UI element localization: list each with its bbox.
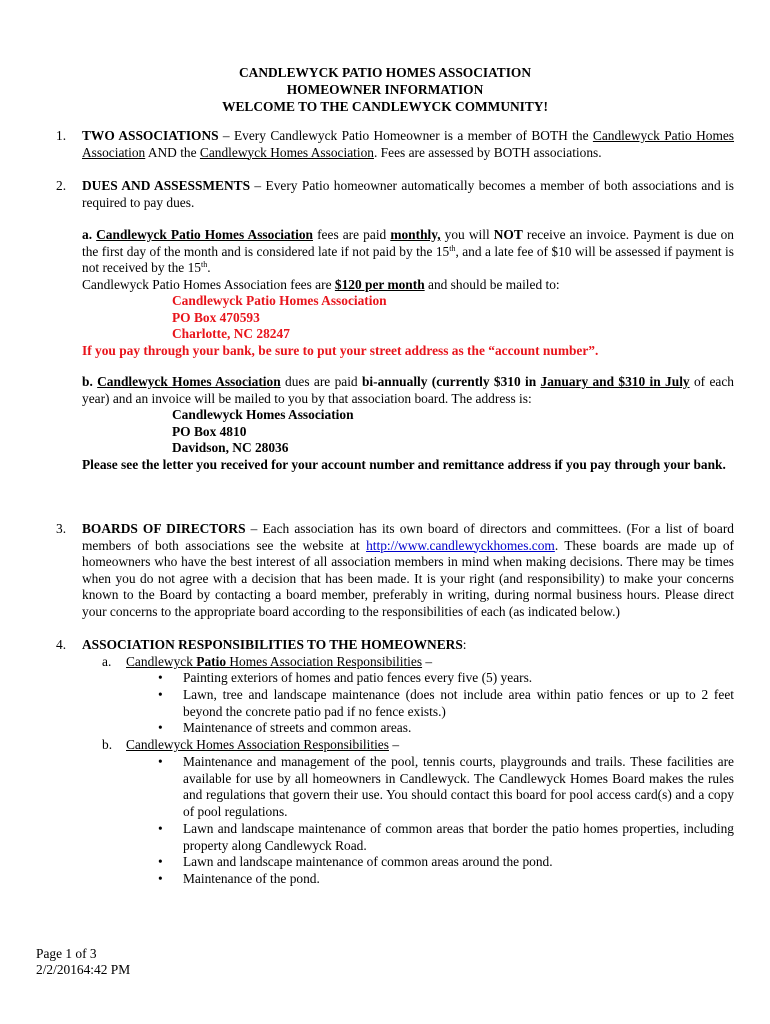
doc-title-line-3: WELCOME TO THE CANDLEWYCK COMMUNITY!: [222, 99, 548, 114]
section-3-text-2: . These boards are made up of homeowners who have the best interest of all association members in mind when making decisions. There may be times when you do not agree with a decision that has been made. It is your right (and responsibility) to make your concerns known to the Board by contacting a board member, preferably in writing, during normal business hours. Please direct your concerns to the appropriate board according to the responsibilities of each (as indicated below.): [82, 537, 734, 619]
section-1-number: 1.: [56, 128, 67, 143]
bullet-glyph: •: [158, 871, 163, 886]
section-4a-title-patio: Patio: [196, 654, 227, 669]
footer-timestamp: 2/2/20164:42 PM: [36, 962, 131, 977]
section-2b-text-2: of each year) and an invoice will be mailed to you by that association board. The address is:: [82, 374, 734, 406]
section-2a-sup-2: th: [201, 260, 208, 269]
patio-address-name: Candlewyck Patio Homes Association: [172, 293, 387, 308]
section-2b-months: January and $310 in July: [540, 374, 690, 389]
homes-address-po-box: PO Box 4810: [172, 424, 247, 439]
section-1-homes-association: Candlewyck Homes Association: [199, 144, 374, 160]
section-4-title: ASSOCIATION RESPONSIBILITIES TO THE HOMEOWNERS: [82, 637, 463, 652]
section-2a-fee-text: Candlewyck Patio Homes Association fees are: [82, 277, 335, 292]
patio-bank-note: If you pay through your bank, be sure to put your street address as the “account number”.: [82, 343, 599, 358]
website-link[interactable]: http://www.candlewyckhomes.com: [366, 537, 555, 553]
section-2a-text-2: you will: [440, 227, 494, 242]
section-1-title: TWO ASSOCIATIONS: [82, 128, 219, 143]
list-item: Lawn, tree and landscape maintenance (does not include area within patio fences or up to 2 feet beyond the concrete patio pad if no fence exists.): [183, 687, 734, 719]
section-1-text-end: . Fees are assessed by BOTH associations.: [373, 144, 602, 160]
section-4a-dash: –: [422, 654, 433, 669]
section-1-text: – Every Candlewyck Patio Homeowner is a member of BOTH the: [218, 128, 593, 143]
section-2a-not: NOT: [493, 227, 523, 242]
homes-address-city: Davidson, NC 28036: [172, 440, 289, 455]
section-4a-heading: [126, 654, 734, 671]
section-2b-text-1: dues are paid: [280, 374, 362, 389]
section-4a-title-2: Homes Association Responsibilities: [226, 654, 423, 669]
section-2a-paragraph: [82, 227, 734, 277]
doc-title-line-1: CANDLEWYCK PATIO HOMES ASSOCIATION: [238, 65, 532, 80]
section-4b-heading: [126, 737, 734, 754]
doc-title-line-2: HOMEOWNER INFORMATION: [286, 82, 484, 97]
section-2a-text-3: receive an invoice. Payment is due on the first day of the month and is considered late if not paid by the 15: [82, 227, 735, 259]
list-item: Lawn and landscape maintenance of common areas that border the patio homes properties, including property along Candlewyck Road.: [183, 821, 734, 853]
bullet-glyph: •: [158, 670, 163, 685]
section-4-colon: :: [462, 637, 467, 652]
section-4a-title-1: Candlewyck: [126, 654, 197, 669]
section-2a-fee-amount: $120 per month: [334, 277, 425, 292]
section-4b-title: Candlewyck Homes Association Responsibilities: [126, 737, 389, 752]
bullet-glyph: •: [158, 687, 163, 702]
bullet-glyph: •: [158, 854, 163, 869]
section-3-text-1: – Each association has its own board of directors and committees. (For a list of board members of both associations see the website at: [82, 521, 734, 553]
section-2a-monthly: monthly,: [390, 227, 441, 242]
section-1-patio-association: Candlewyck Patio Homes Association: [82, 128, 735, 160]
section-1-paragraph: [82, 128, 734, 161]
section-2a-sup-1: th: [449, 243, 456, 253]
section-1-text-and: AND the: [145, 144, 200, 160]
section-2a-fee-text-end: and should be mailed to:: [424, 277, 560, 292]
section-2a-fee-line: [82, 277, 734, 294]
section-2b-paragraph: [82, 374, 734, 407]
section-4-number: 4.: [56, 637, 67, 652]
list-item: Lawn and landscape maintenance of common areas around the pond.: [183, 854, 553, 869]
section-3-paragraph: [82, 521, 734, 620]
homes-address-name: Candlewyck Homes Association: [172, 407, 354, 422]
section-2b-association-name: Candlewyck Homes Association: [97, 374, 281, 389]
section-2a-text-1: fees are paid: [313, 227, 391, 242]
section-3-number: 3.: [56, 521, 67, 536]
list-item: Painting exteriors of homes and patio fences every five (5) years.: [183, 670, 533, 685]
section-2-paragraph: [82, 178, 734, 211]
patio-address-city: Charlotte, NC 28247: [172, 326, 290, 341]
list-item: Maintenance of the pond.: [183, 871, 320, 886]
section-2a-text-4: , and a late fee of $10 will be assessed if payment is not received by the 15: [82, 243, 734, 275]
section-2a-prefix: a.: [82, 227, 97, 242]
section-2-text: – Every Patio homeowner automatically becomes a member of both associations and is required to pay dues.: [82, 178, 734, 210]
section-4-heading: [82, 637, 734, 654]
section-4b-label: b.: [102, 737, 113, 752]
section-3-title: BOARDS OF DIRECTORS: [82, 521, 246, 536]
patio-address-po-box: PO Box 470593: [172, 310, 260, 325]
section-2-title: DUES AND ASSESSMENTS: [82, 178, 251, 193]
bullet-glyph: •: [158, 754, 163, 769]
section-2-number: 2.: [56, 178, 67, 193]
section-2a-text-5: .: [207, 260, 211, 275]
list-item: Maintenance and management of the pool, tennis courts, playgrounds and trails. These facilities are available for use by all homeowners in Candlewyck. The Candlewyck Homes Board makes the rules and regulations that govern their use. You should contact this board for pool access card(s) and a copy of pool regulations.: [183, 754, 734, 819]
footer-page-number: Page 1 of 3: [36, 946, 97, 961]
list-item: Maintenance of streets and common areas.: [183, 720, 412, 735]
section-2a-association-name: Candlewyck Patio Homes Association: [96, 227, 313, 242]
section-4b-dash: –: [388, 737, 400, 752]
bullet-glyph: •: [158, 821, 163, 836]
homes-account-note: Please see the letter you received for your account number and remittance address if you pay through your bank.: [82, 457, 726, 472]
section-4a-label: a.: [102, 654, 112, 669]
bullet-glyph: •: [158, 720, 163, 735]
section-2b-bold: bi-annually (currently $310 in: [361, 374, 541, 389]
section-2b-prefix: b.: [82, 374, 98, 389]
